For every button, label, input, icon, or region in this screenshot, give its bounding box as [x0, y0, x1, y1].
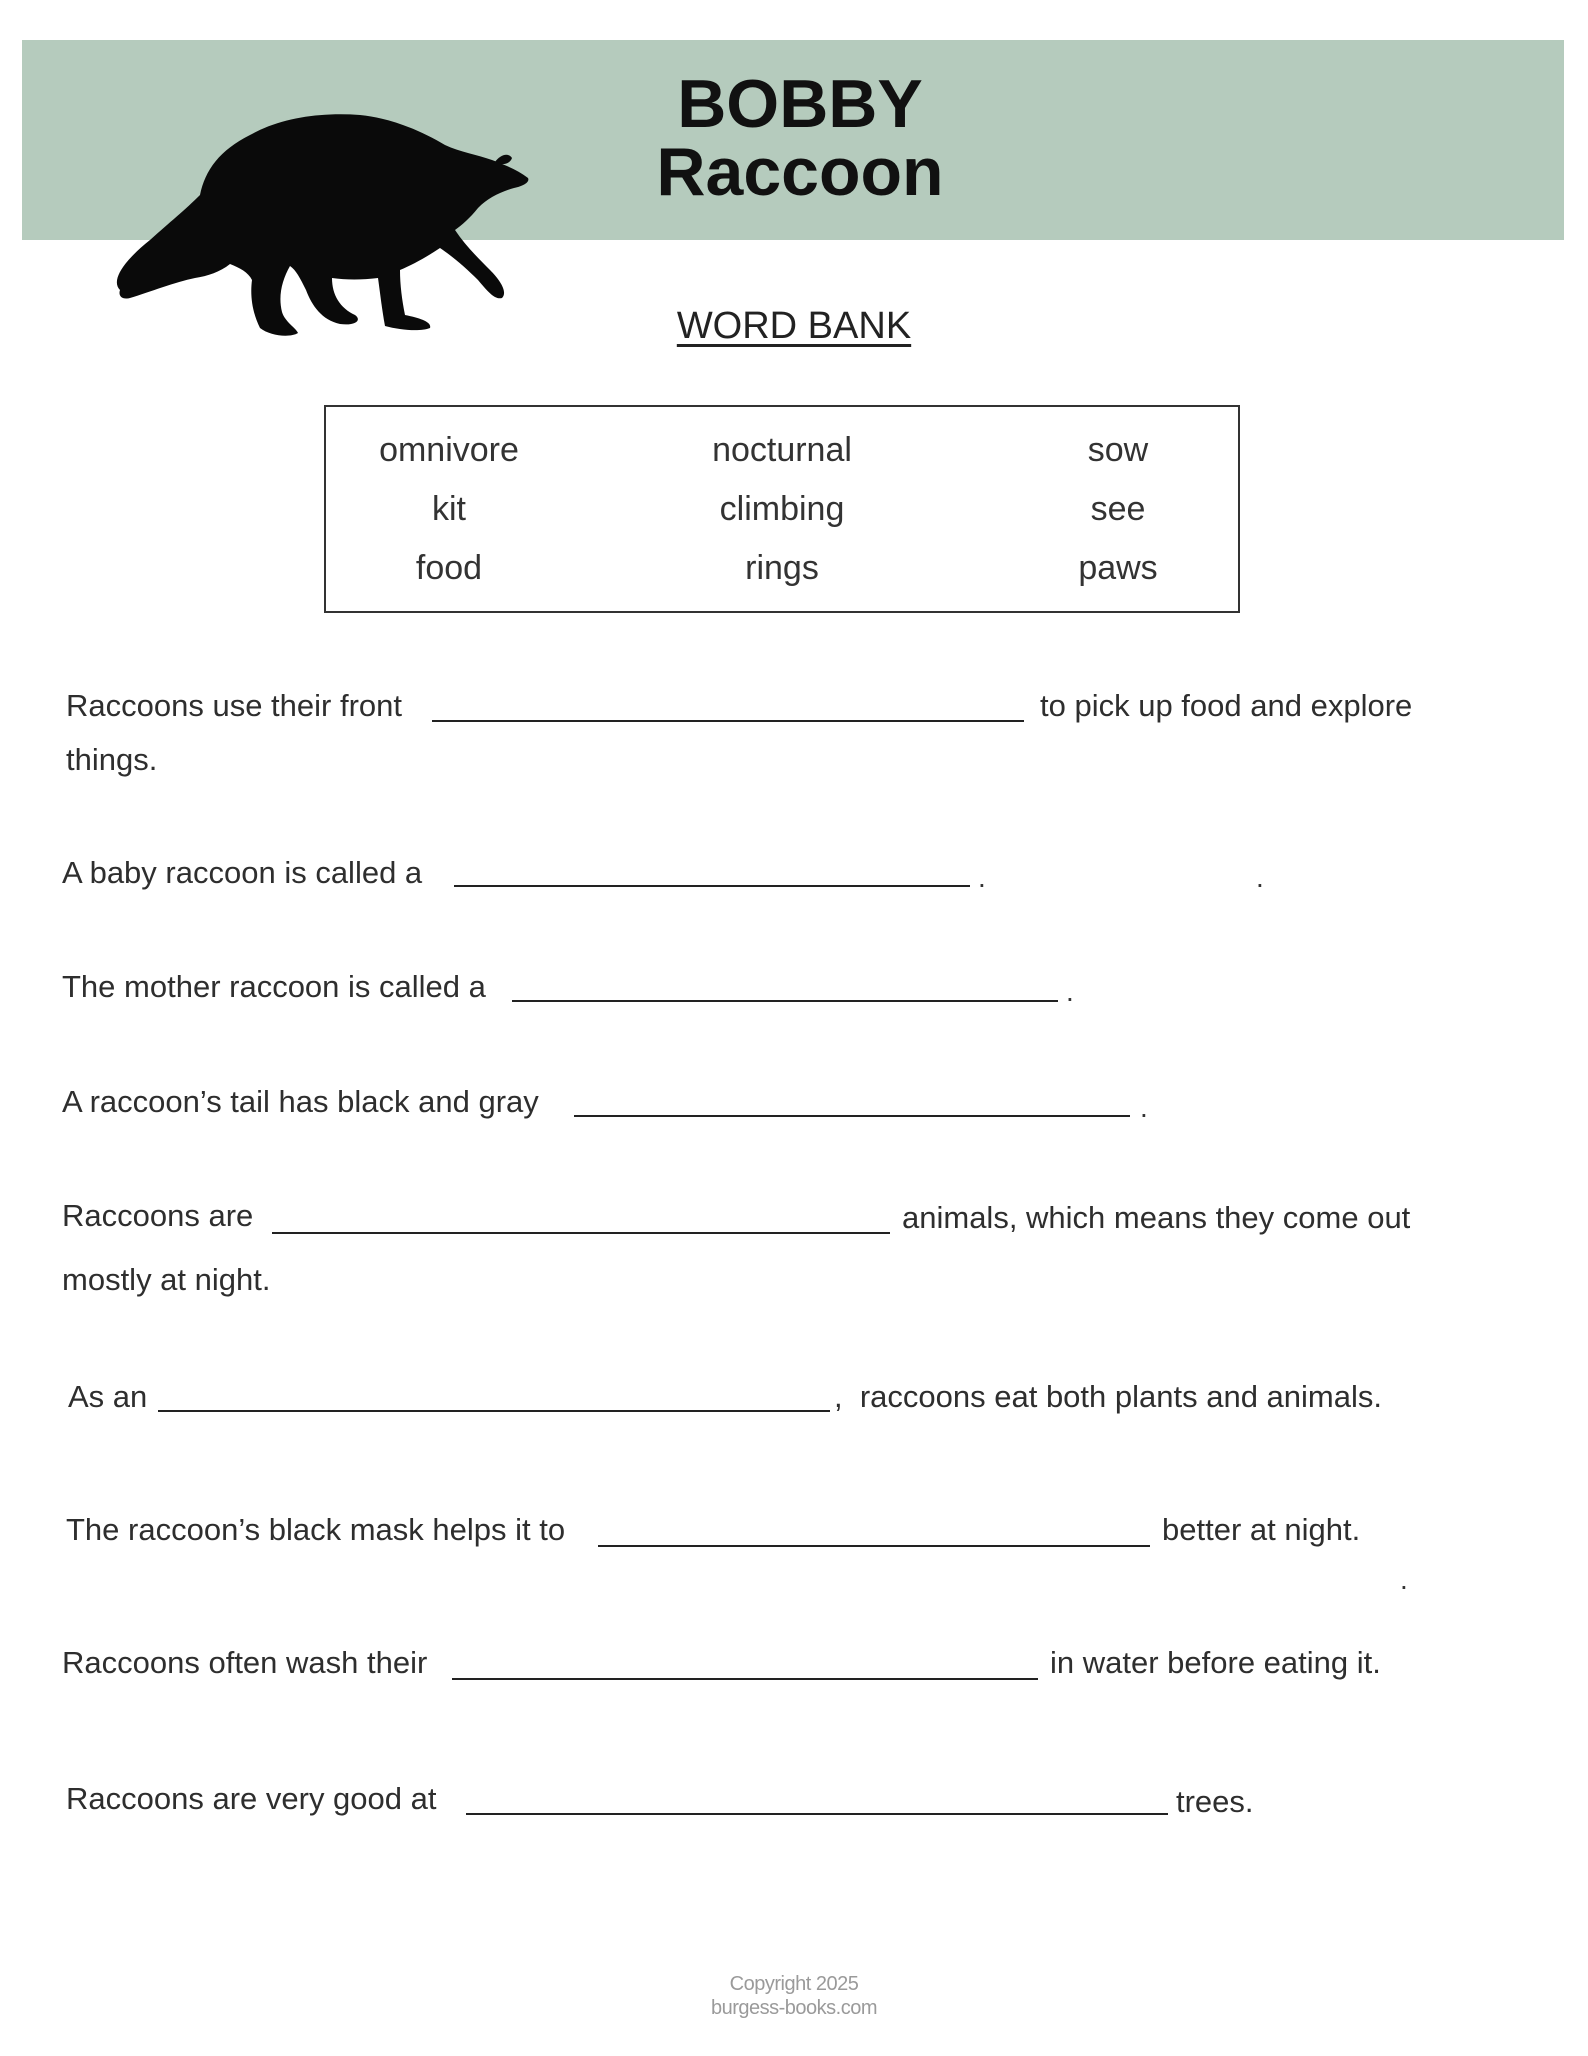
sentence-8-start: Raccoons often wash their — [62, 1645, 428, 1680]
word-bank-word: climbing — [719, 490, 845, 528]
answer-blank-5[interactable] — [272, 1232, 890, 1234]
word-bank-word: sow — [1087, 431, 1149, 469]
copyright-text: Copyright 2025 — [729, 1973, 859, 1995]
sentence-7-start: The raccoon’s black mask helps it to — [66, 1512, 566, 1547]
sentence-3-end: . — [1066, 976, 1074, 1007]
word-bank-word: kit — [432, 490, 466, 528]
word-bank-title: WORD BANK — [676, 305, 912, 347]
word-bank-word: nocturnal — [712, 431, 852, 469]
sentence-6-end: , raccoons eat both plants and animals. — [834, 1379, 1382, 1414]
sentence-4-start: A raccoon’s tail has black and gray — [62, 1084, 539, 1119]
stray-mark: . — [1256, 862, 1264, 893]
stray-mark: . — [1400, 1564, 1408, 1595]
word-bank-word: paws — [1078, 549, 1158, 587]
sentence-5-start: Raccoons are — [62, 1198, 254, 1233]
answer-blank-6[interactable] — [158, 1410, 830, 1412]
answer-blank-7[interactable] — [598, 1545, 1150, 1547]
word-bank-word: rings — [745, 549, 819, 587]
sentence-1-end: to pick up food and explore — [1040, 688, 1413, 723]
sentence-9-end: trees. — [1176, 1784, 1254, 1819]
word-bank-word: see — [1090, 490, 1146, 528]
word-bank-box — [324, 405, 1240, 613]
answer-blank-8[interactable] — [452, 1678, 1038, 1680]
sentence-4-end: . — [1140, 1092, 1148, 1123]
sentence-2-end: . — [978, 862, 986, 893]
answer-blank-4[interactable] — [574, 1115, 1130, 1117]
copyright-footer — [0, 1972, 1588, 2020]
answer-blank-2[interactable] — [454, 885, 970, 887]
sentence-1-start: Raccoons use their front — [66, 688, 403, 723]
word-bank-word: omnivore — [379, 431, 519, 469]
sentence-3-start: The mother raccoon is called a — [62, 969, 486, 1004]
raccoon-silhouette-icon — [100, 100, 560, 340]
sentence-2-start: A baby raccoon is called a — [62, 855, 423, 890]
sentence-5-end: animals, which means they come out — [902, 1200, 1411, 1235]
title-line-1: BOBBY — [677, 66, 923, 142]
sentence-8-end: in water before eating it. — [1050, 1645, 1381, 1680]
answer-blank-3[interactable] — [512, 1000, 1058, 1002]
sentence-6-start: As an — [68, 1379, 148, 1414]
answer-blank-1[interactable] — [432, 720, 1024, 722]
sentence-1-continuation: things. — [66, 742, 158, 777]
page-title — [560, 66, 1040, 210]
sentence-5-continuation: mostly at night. — [62, 1262, 271, 1297]
answer-blank-9[interactable] — [466, 1813, 1168, 1815]
sentence-7-end: better at night. — [1162, 1512, 1361, 1547]
title-line-2: Raccoon — [656, 134, 944, 210]
sentence-9-start: Raccoons are very good at — [66, 1781, 437, 1816]
website-text: burgess-books.com — [710, 1997, 878, 2019]
word-bank-word: food — [415, 549, 483, 587]
